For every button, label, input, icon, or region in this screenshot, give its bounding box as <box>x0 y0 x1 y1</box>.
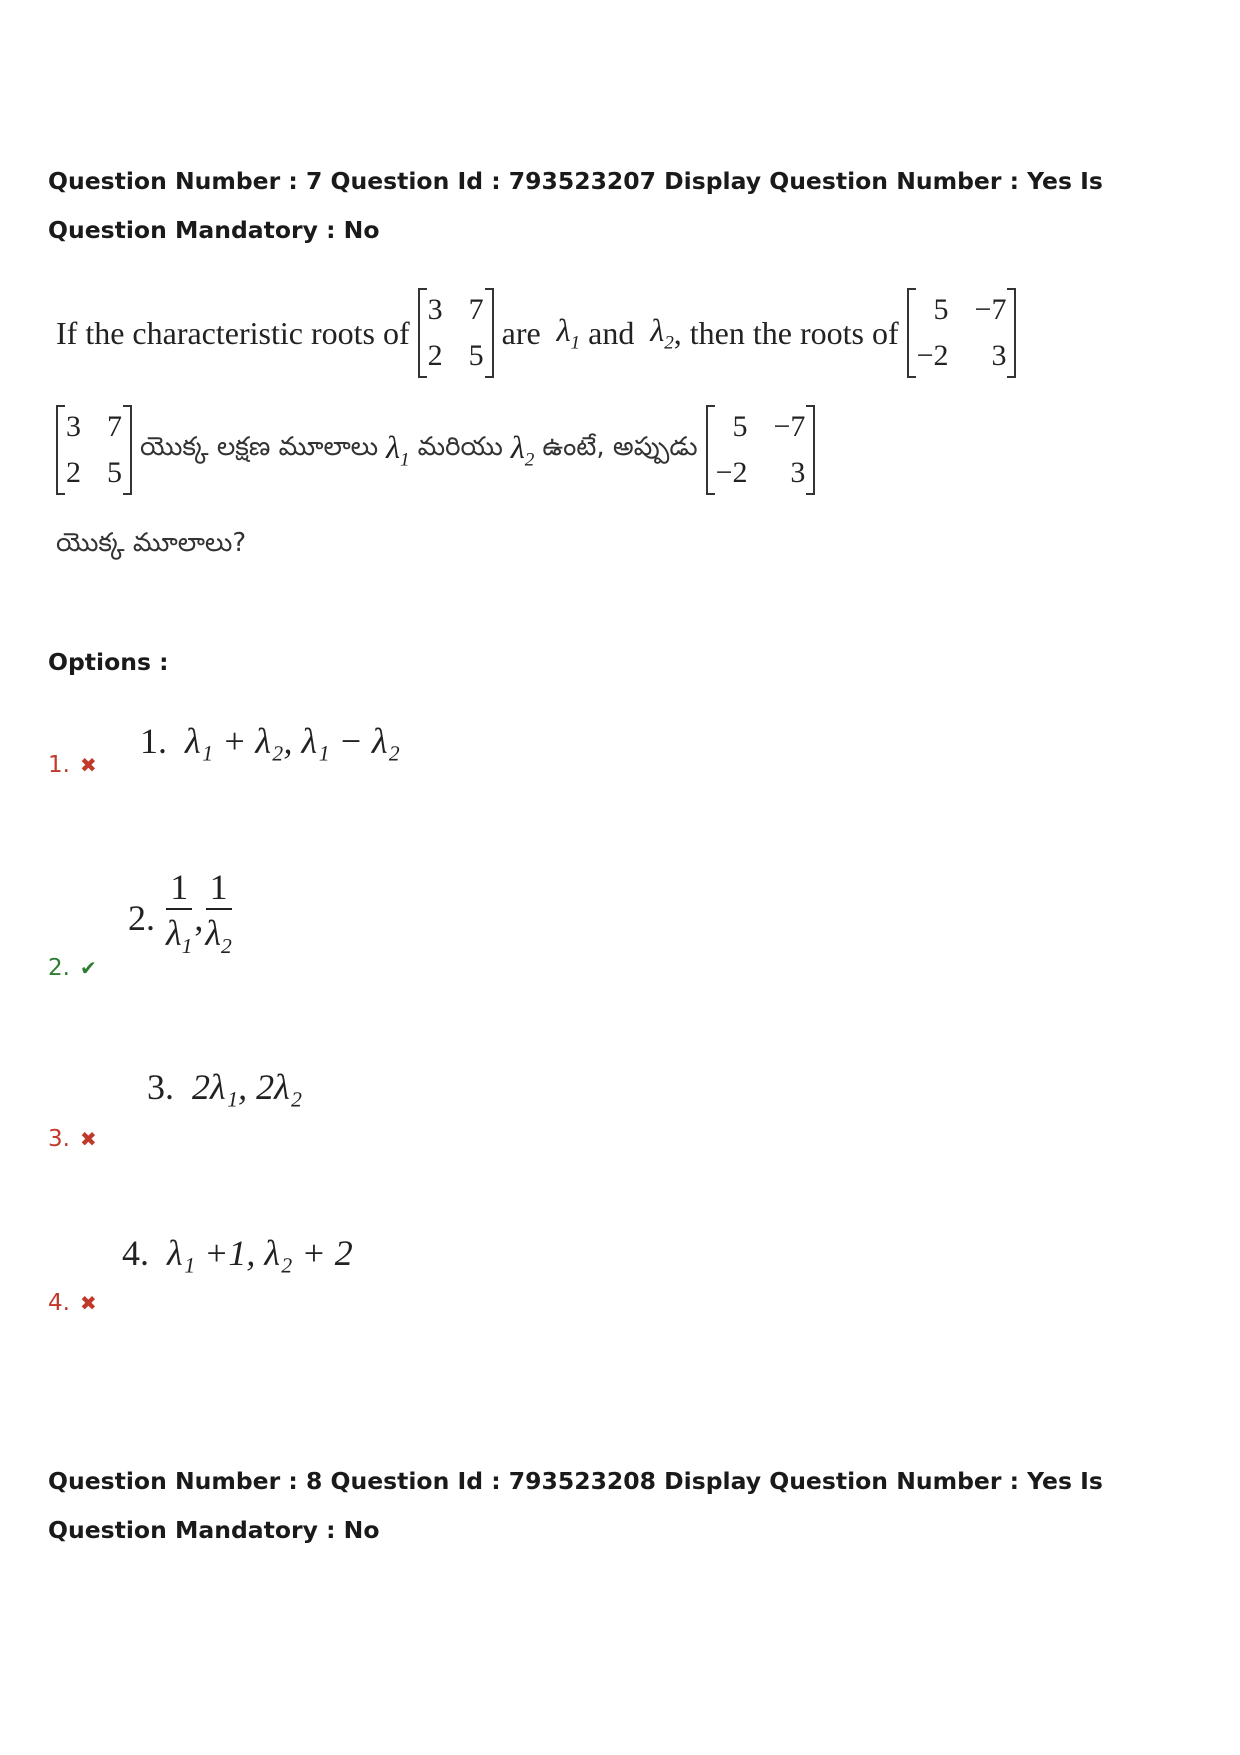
option-3-number: 3. <box>48 1126 70 1152</box>
lambda-1: $\lambda_1$ <box>386 428 410 471</box>
option-2-number: 2. <box>48 955 70 981</box>
matrix-b-cell: 3 <box>991 339 1007 372</box>
question-english-line <box>56 288 1024 378</box>
option-1-expression <box>140 720 400 762</box>
cross-icon: ✖ <box>79 753 97 777</box>
option-4-label: 4. <box>122 1233 149 1273</box>
question-telugu-line-2 <box>56 528 246 564</box>
option-2-expression: 2. $\frac{1}{\lambda_1}$ , $\frac{1}{\lambda_2}$ <box>128 866 234 969</box>
lambda-1: $\lambda_1$ <box>556 311 581 354</box>
option-2[interactable] <box>48 955 97 981</box>
cross-icon: ✖ <box>79 1291 97 1315</box>
matrix-b <box>907 288 1017 378</box>
option-2-label: 2. <box>128 897 155 938</box>
question-telugu-line <box>56 405 823 495</box>
matrix-b-cell: 3 <box>790 456 806 489</box>
question-suffix: , then the roots of <box>673 314 899 351</box>
question-7-header: Question Number : 7 Question Id : 793523207 Display Question Number : Yes Is Question Mandatory : No <box>48 167 1103 244</box>
option-4-number: 4. <box>48 1290 70 1316</box>
matrix-b-cell: 5 <box>933 293 949 326</box>
matrix-a <box>418 288 494 378</box>
matrix-a-cell: 5 <box>468 339 484 372</box>
cross-icon: ✖ <box>79 1127 97 1151</box>
option-3[interactable] <box>48 1126 97 1152</box>
option-3-expr: 2λ₁, 2λ₂ <box>192 1067 303 1107</box>
matrix-a-cell: 5 <box>107 456 122 489</box>
option-4-expr: λ₁ +1, λ₂ + 2 <box>167 1233 353 1273</box>
word-and: and <box>588 314 635 351</box>
matrix-b-cell: −7 <box>974 293 1007 326</box>
option-3-label: 3. <box>147 1067 174 1107</box>
matrix-b-telugu <box>706 405 816 495</box>
matrix-a-cell: 3 <box>427 293 443 326</box>
options-title: Options : <box>48 648 169 676</box>
check-icon: ✔ <box>79 956 97 980</box>
option-1-expr: λ₁ + λ₂, λ₁ − λ₂ <box>185 721 401 761</box>
option-4-expression <box>122 1232 353 1274</box>
matrix-a-cell: 2 <box>66 456 81 489</box>
option-1-label: 1. <box>140 721 167 761</box>
option-4[interactable] <box>48 1290 97 1316</box>
fraction-1: $\frac{1}{\lambda_1}$ <box>166 867 193 959</box>
matrix-a-cell: 2 <box>427 339 443 372</box>
lambda-2: $\lambda_2$ <box>510 428 535 471</box>
telugu-part-2: ఉంటే, అప్పుడు <box>542 432 698 462</box>
matrix-b-cell: −2 <box>715 456 748 489</box>
matrix-a-cell: 7 <box>468 293 484 326</box>
matrix-a-cell: 7 <box>107 410 122 443</box>
telugu-mariyu: మరియు <box>417 432 503 462</box>
fraction-2: $\frac{1}{\lambda_2}$ <box>205 867 232 959</box>
option-3-expression <box>147 1066 302 1108</box>
telugu-part-3: యొక్క మూలాలు? <box>56 528 247 558</box>
matrix-b-cell: 5 <box>732 410 748 443</box>
word-are: are <box>501 314 541 351</box>
matrix-a-cell: 3 <box>66 410 81 443</box>
lambda-2: $\lambda_2$ <box>650 311 674 354</box>
question-8-header: Question Number : 8 Question Id : 793523208 Display Question Number : Yes Is Question Mandatory : No <box>48 1467 1103 1544</box>
question-prefix: If the characteristic roots of <box>56 314 410 351</box>
option-1[interactable] <box>48 752 97 778</box>
telugu-part-1: యొక్క లక్షణ మూలాలు <box>140 432 379 462</box>
matrix-a-telugu <box>56 405 132 495</box>
matrix-b-cell: −2 <box>916 339 949 372</box>
matrix-b-cell: −7 <box>773 410 806 443</box>
option-1-number: 1. <box>48 752 70 778</box>
